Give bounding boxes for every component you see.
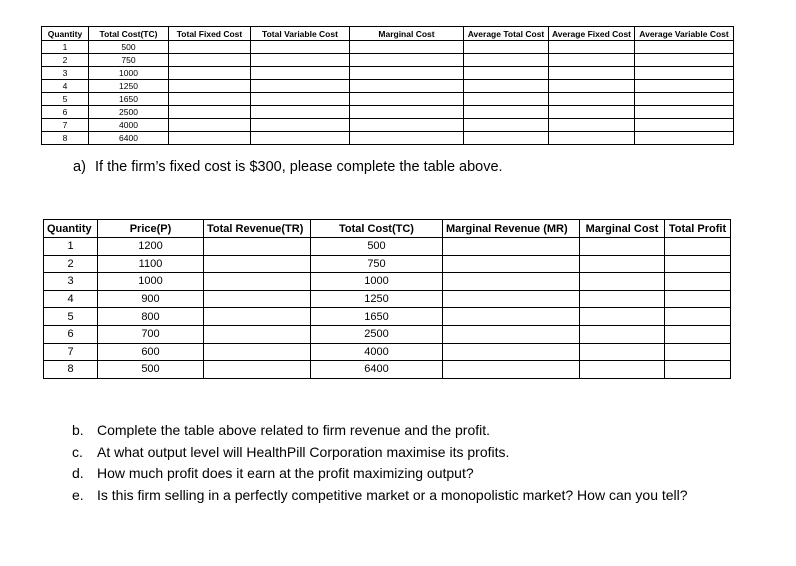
blank-cell xyxy=(464,106,549,119)
price-cell: 700 xyxy=(98,325,204,343)
column-header: Marginal Cost xyxy=(580,220,665,238)
column-header: Quantity xyxy=(42,27,89,41)
question-d xyxy=(72,463,757,485)
blank-cell xyxy=(251,119,350,132)
total-cost-cell: 1650 xyxy=(89,93,169,106)
blank-cell xyxy=(204,325,311,343)
quantity-cell: 3 xyxy=(42,67,89,80)
blank-cell xyxy=(580,361,665,379)
blank-cell xyxy=(464,80,549,93)
blank-cell xyxy=(251,41,350,54)
blank-cell xyxy=(443,238,580,256)
total-cost-cell: 750 xyxy=(89,54,169,67)
price-cell: 900 xyxy=(98,290,204,308)
blank-cell xyxy=(635,132,734,145)
blank-cell xyxy=(204,255,311,273)
blank-cell xyxy=(169,67,251,80)
table-header-row xyxy=(42,27,734,41)
total-cost-cell: 1650 xyxy=(311,308,443,326)
blank-cell xyxy=(580,343,665,361)
total-cost-cell: 1000 xyxy=(89,67,169,80)
table-row xyxy=(42,132,734,145)
blank-cell xyxy=(169,119,251,132)
blank-cell xyxy=(635,119,734,132)
blank-cell xyxy=(464,41,549,54)
column-header: Average Variable Cost xyxy=(635,27,734,41)
quantity-cell: 5 xyxy=(42,93,89,106)
blank-cell xyxy=(204,273,311,291)
blank-cell xyxy=(464,119,549,132)
blank-cell xyxy=(251,80,350,93)
question-b xyxy=(72,420,757,442)
question-e xyxy=(72,485,757,507)
question-label: c. xyxy=(72,443,83,460)
column-header: Total Profit xyxy=(665,220,731,238)
column-header: Total Variable Cost xyxy=(251,27,350,41)
blank-cell xyxy=(635,54,734,67)
blank-cell xyxy=(204,238,311,256)
blank-cell xyxy=(350,119,464,132)
quantity-cell: 4 xyxy=(44,290,98,308)
table-row xyxy=(44,308,731,326)
column-header: Total Cost(TC) xyxy=(311,220,443,238)
quantity-cell: 2 xyxy=(44,255,98,273)
blank-cell xyxy=(350,106,464,119)
blank-cell xyxy=(169,80,251,93)
total-cost-cell: 2500 xyxy=(311,325,443,343)
column-header: Total Cost(TC) xyxy=(89,27,169,41)
total-cost-cell: 1000 xyxy=(311,273,443,291)
blank-cell xyxy=(580,290,665,308)
table-row xyxy=(44,290,731,308)
price-cell: 600 xyxy=(98,343,204,361)
blank-cell xyxy=(350,132,464,145)
blank-cell xyxy=(204,361,311,379)
price-cell: 1000 xyxy=(98,273,204,291)
blank-cell xyxy=(443,361,580,379)
blank-cell xyxy=(464,67,549,80)
quantity-cell: 6 xyxy=(44,325,98,343)
blank-cell xyxy=(350,80,464,93)
blank-cell xyxy=(665,361,731,379)
question-c xyxy=(72,442,757,464)
blank-cell xyxy=(635,93,734,106)
quantity-cell: 5 xyxy=(44,308,98,326)
column-header: Marginal Cost xyxy=(350,27,464,41)
question-label: a) xyxy=(73,159,86,175)
blank-cell xyxy=(549,54,635,67)
blank-cell xyxy=(443,273,580,291)
table-row xyxy=(44,255,731,273)
question-label: e. xyxy=(72,486,84,503)
blank-cell xyxy=(580,308,665,326)
blank-cell xyxy=(549,67,635,80)
question-text: Complete the table above related to firm revenue and the profit. xyxy=(97,422,491,438)
table-row xyxy=(44,361,731,379)
blank-cell xyxy=(169,132,251,145)
blank-cell xyxy=(665,273,731,291)
total-cost-cell: 750 xyxy=(311,255,443,273)
blank-cell xyxy=(580,273,665,291)
blank-cell xyxy=(665,238,731,256)
revenue-table xyxy=(43,219,731,379)
question-text: At what output level will HealthPill Corporation maximise its profits. xyxy=(97,443,510,460)
table-row xyxy=(42,54,734,67)
blank-cell xyxy=(580,238,665,256)
table-row xyxy=(42,41,734,54)
question-text: If the firm’s fixed cost is $300, please complete the table above. xyxy=(95,159,503,175)
total-cost-cell: 500 xyxy=(311,238,443,256)
blank-cell xyxy=(549,106,635,119)
blank-cell xyxy=(665,290,731,308)
blank-cell xyxy=(580,255,665,273)
table-row xyxy=(44,325,731,343)
table-row xyxy=(44,343,731,361)
table-row xyxy=(42,80,734,93)
table-row xyxy=(44,238,731,256)
price-cell: 1100 xyxy=(98,255,204,273)
blank-cell xyxy=(204,290,311,308)
blank-cell xyxy=(443,255,580,273)
column-header: Quantity xyxy=(44,220,98,238)
question-label: b. xyxy=(72,422,84,438)
question-text: How much profit does it earn at the profit maximizing output? xyxy=(97,465,474,481)
blank-cell xyxy=(443,343,580,361)
blank-cell xyxy=(169,93,251,106)
blank-cell xyxy=(635,41,734,54)
quantity-cell: 2 xyxy=(42,54,89,67)
blank-cell xyxy=(665,255,731,273)
total-cost-cell: 1250 xyxy=(311,290,443,308)
blank-cell xyxy=(169,106,251,119)
quantity-cell: 7 xyxy=(42,119,89,132)
blank-cell xyxy=(251,93,350,106)
blank-cell xyxy=(665,308,731,326)
table-header-row xyxy=(44,220,731,238)
cost-table xyxy=(41,26,734,145)
column-header: Price(P) xyxy=(98,220,204,238)
column-header: Average Total Cost xyxy=(464,27,549,41)
table-row xyxy=(44,273,731,291)
total-cost-cell: 6400 xyxy=(311,361,443,379)
blank-cell xyxy=(635,106,734,119)
blank-cell xyxy=(350,93,464,106)
blank-cell xyxy=(350,54,464,67)
question-a xyxy=(73,159,503,175)
blank-cell xyxy=(549,132,635,145)
question-label: d. xyxy=(72,465,84,481)
total-cost-cell: 500 xyxy=(89,41,169,54)
blank-cell xyxy=(549,93,635,106)
table-row xyxy=(42,119,734,132)
price-cell: 500 xyxy=(98,361,204,379)
blank-cell xyxy=(635,80,734,93)
blank-cell xyxy=(169,41,251,54)
price-cell: 800 xyxy=(98,308,204,326)
blank-cell xyxy=(443,325,580,343)
blank-cell xyxy=(464,54,549,67)
total-cost-cell: 6400 xyxy=(89,132,169,145)
table-row xyxy=(42,67,734,80)
table-row xyxy=(42,106,734,119)
column-header: Total Fixed Cost xyxy=(169,27,251,41)
quantity-cell: 4 xyxy=(42,80,89,93)
quantity-cell: 8 xyxy=(42,132,89,145)
blank-cell xyxy=(665,325,731,343)
column-header: Average Fixed Cost xyxy=(549,27,635,41)
quantity-cell: 1 xyxy=(44,238,98,256)
blank-cell xyxy=(464,93,549,106)
quantity-cell: 1 xyxy=(42,41,89,54)
quantity-cell: 8 xyxy=(44,361,98,379)
blank-cell xyxy=(464,132,549,145)
blank-cell xyxy=(169,54,251,67)
blank-cell xyxy=(549,119,635,132)
blank-cell xyxy=(204,308,311,326)
blank-cell xyxy=(549,80,635,93)
table-row xyxy=(42,93,734,106)
blank-cell xyxy=(350,41,464,54)
blank-cell xyxy=(443,290,580,308)
quantity-cell: 6 xyxy=(42,106,89,119)
blank-cell xyxy=(251,132,350,145)
column-header: Marginal Revenue (MR) xyxy=(443,220,580,238)
blank-cell xyxy=(443,308,580,326)
total-cost-cell: 1250 xyxy=(89,80,169,93)
blank-cell xyxy=(580,325,665,343)
total-cost-cell: 2500 xyxy=(89,106,169,119)
total-cost-cell: 4000 xyxy=(311,343,443,361)
question-text: Is this firm selling in a perfectly competitive market or a monopolistic market? How can you tell? xyxy=(97,486,688,503)
total-cost-cell: 4000 xyxy=(89,119,169,132)
blank-cell xyxy=(549,41,635,54)
quantity-cell: 7 xyxy=(44,343,98,361)
blank-cell xyxy=(350,67,464,80)
blank-cell xyxy=(204,343,311,361)
blank-cell xyxy=(251,67,350,80)
quantity-cell: 3 xyxy=(44,273,98,291)
blank-cell xyxy=(635,67,734,80)
blank-cell xyxy=(251,106,350,119)
question-list xyxy=(72,420,757,506)
column-header: Total Revenue(TR) xyxy=(204,220,311,238)
blank-cell xyxy=(251,54,350,67)
price-cell: 1200 xyxy=(98,238,204,256)
blank-cell xyxy=(665,343,731,361)
